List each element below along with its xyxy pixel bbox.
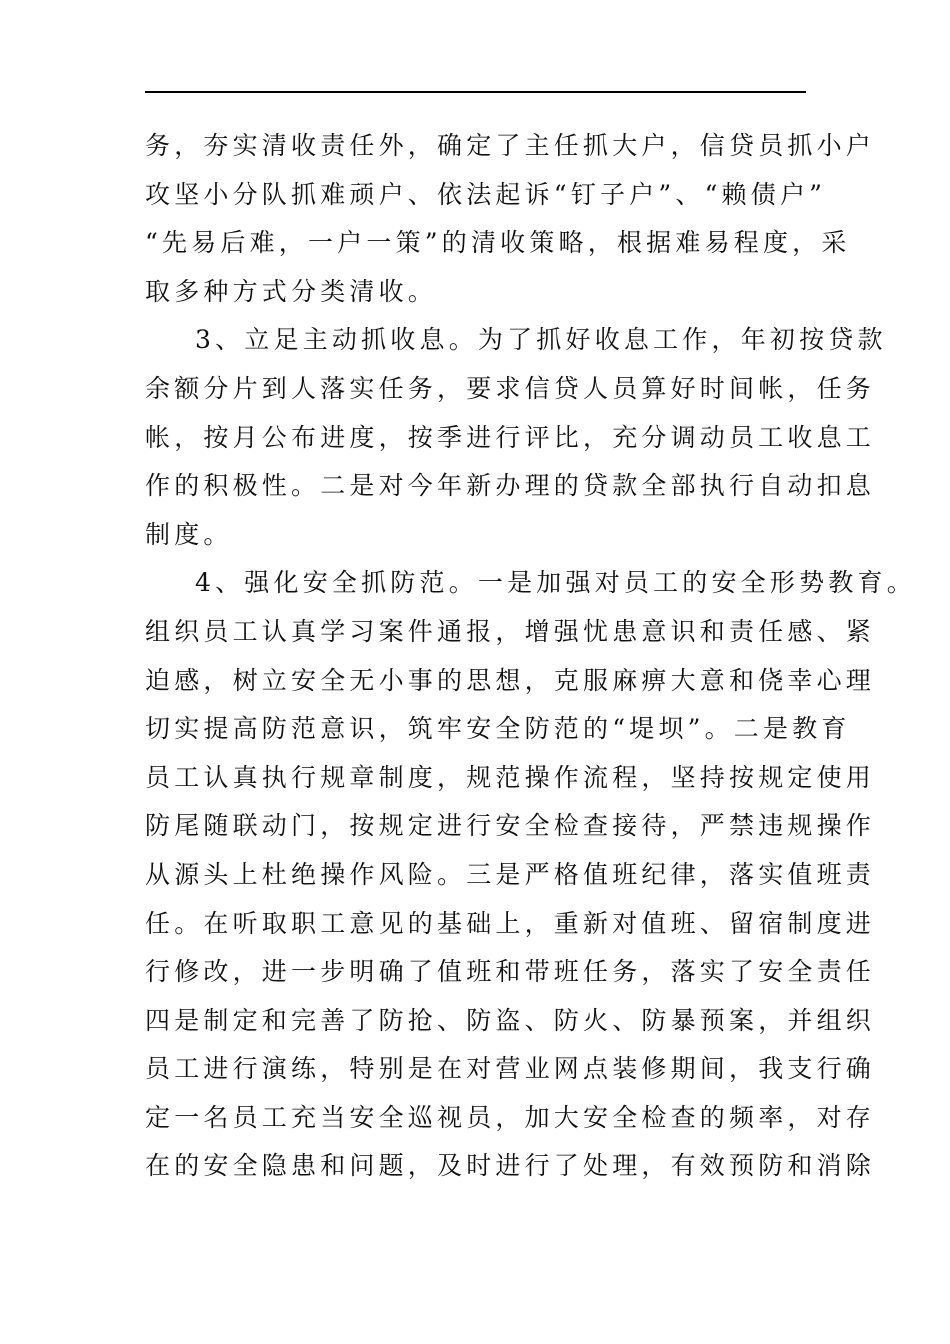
text-line: 迫感，树立安全无小事的思想，克服麻痹大意和侥幸心理 bbox=[145, 665, 876, 695]
text-line: 任。在听取职工意见的基础上，重新对值班、留宿制度进 bbox=[145, 908, 876, 938]
section-heading-line: 3、立足主动抓收息。为了抓好收息工作，年初按贷款 bbox=[195, 325, 887, 355]
text-line: 务，夯实清收责任外，确定了主任抓大户，信贷员抓小户 bbox=[145, 131, 876, 160]
text-line: 作的积极性。二是对今年新办理的贷款全部执行自动扣息 bbox=[145, 471, 876, 501]
text-line: 定一名员工充当安全巡视员，加大安全检查的频率，对存 bbox=[145, 1102, 876, 1132]
text-line: 员工进行演练，特别是在对营业网点装修期间，我支行确 bbox=[145, 1054, 876, 1084]
text-line: 组织员工认真学习案件通报，增强忧患意识和责任感、紧 bbox=[145, 616, 876, 646]
text-line: 取多种方式分类清收。 bbox=[145, 276, 438, 306]
text-line: 切实提高防范意识，筑牢安全防范的“堤坝”。二是教育 bbox=[145, 714, 851, 744]
section-heading-line: 4、强化安全抓防范。一是加强对员工的安全形势教育。 bbox=[195, 568, 916, 598]
text-line: 在的安全隐患和问题，及时进行了处理，有效预防和消除 bbox=[145, 1151, 876, 1181]
text-line: 防尾随联动门，按规定进行安全检查接待，严禁违规操作 bbox=[145, 811, 876, 841]
header-rule bbox=[145, 91, 806, 93]
text-line: 帐，按月公布进度，按季进行评比，充分调动员工收息工 bbox=[145, 422, 876, 452]
text-line: “先易后难，一户一策”的清收策略，根据难易程度，采 bbox=[145, 228, 851, 258]
text-line: 员工认真执行规章制度，规范操作流程，坚持按规定使用 bbox=[145, 762, 876, 792]
text-line: 四是制定和完善了防抢、防盗、防火、防暴预案，并组织 bbox=[145, 1005, 876, 1035]
body-text bbox=[145, 122, 916, 1191]
text-line: 制度。 bbox=[145, 519, 233, 549]
text-line: 行修改，进一步明确了值班和带班任务，落实了安全责任 bbox=[145, 957, 876, 987]
text-line: 余额分片到人落实任务，要求信贷人员算好时间帐，任务 bbox=[145, 373, 876, 403]
text-line: 攻坚小分队抓难顽户、依法起诉“钉子户”、“赖债户” bbox=[145, 179, 827, 209]
text-line: 从源头上杜绝操作风险。三是严格值班纪律，落实值班责 bbox=[145, 859, 876, 889]
